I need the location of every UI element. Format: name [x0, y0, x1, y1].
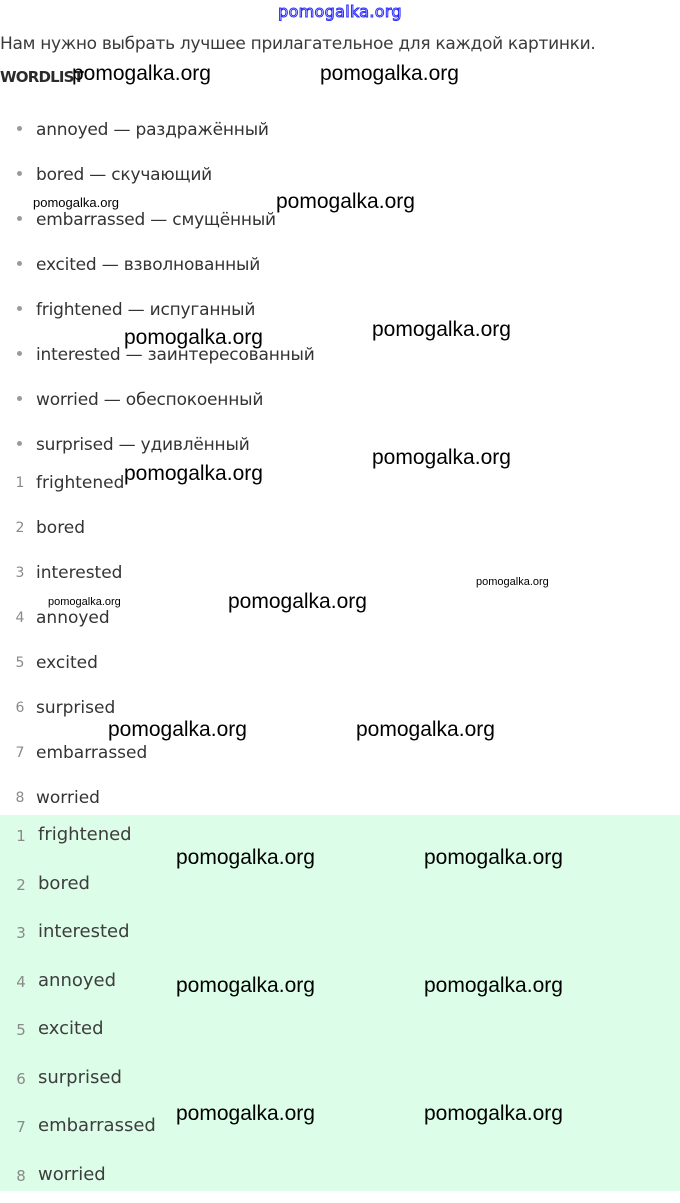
- answer-word: surprised: [36, 698, 116, 718]
- wordlist-entry: interested — заинтересованный: [36, 345, 315, 365]
- watermark: pomogalka.org: [176, 974, 315, 997]
- bullet-icon: [17, 306, 22, 311]
- item-number: 4: [16, 972, 26, 991]
- answer-word: worried: [36, 788, 100, 808]
- wordlist-entry: embarrassed — смущённый: [36, 210, 276, 230]
- item-number: 3: [16, 924, 26, 942]
- bullet-icon: [17, 171, 22, 176]
- item-number: 8: [16, 1166, 26, 1185]
- wordlist-entry: annoyed — раздражённый: [36, 120, 269, 140]
- answer-word: embarrassed: [36, 743, 148, 763]
- item-number: 6: [15, 700, 25, 716]
- item-number: 2: [15, 520, 25, 536]
- answer-word: frightened: [36, 473, 125, 493]
- answer-highlight-panel: [0, 815, 680, 1191]
- answer-word: interested: [36, 563, 123, 583]
- item-number: 4: [15, 610, 25, 626]
- answer-word: annoyed: [36, 608, 110, 628]
- answer-word: annoyed: [38, 969, 117, 991]
- watermark: pomogalka.org: [48, 596, 121, 608]
- watermark: pomogalka.org: [176, 846, 315, 869]
- item-number: 6: [16, 1069, 26, 1088]
- watermark: pomogalka.org: [424, 1102, 563, 1125]
- item-number: 5: [16, 1021, 26, 1039]
- item-number: 1: [16, 827, 26, 845]
- watermark: pomogalka.org: [276, 190, 415, 213]
- item-number: 2: [16, 875, 26, 894]
- item-number: 3: [15, 565, 25, 581]
- item-number: 8: [15, 790, 25, 806]
- answer-word: bored: [36, 518, 86, 538]
- answer-word: worried: [38, 1163, 106, 1185]
- bullet-icon: [17, 396, 22, 401]
- answer-word: interested: [38, 921, 130, 942]
- watermark: pomogalka.org: [33, 195, 119, 210]
- wordlist-entry: worried — обеспокоенный: [36, 390, 264, 410]
- wordlist-entry: frightened — испуганный: [36, 300, 256, 320]
- watermark: pomogalka.org: [124, 462, 263, 485]
- watermark: pomogalka.org: [372, 446, 511, 469]
- watermark: pomogalka.org: [356, 718, 495, 741]
- bullet-icon: [17, 126, 22, 131]
- watermark: pomogalka.org: [228, 590, 367, 613]
- bullet-icon: [17, 441, 22, 446]
- intro-text: Нам нужно выбрать лучшее прилагательное для каждой картинки.: [0, 34, 596, 54]
- bullet-icon: [17, 261, 22, 266]
- answer-word: frightened: [38, 824, 132, 845]
- item-number: 1: [15, 475, 25, 491]
- wordlist-entry: surprised — удивлённый: [36, 435, 250, 455]
- site-link[interactable]: pomogalka.org: [278, 2, 402, 21]
- watermark: pomogalka.org: [424, 974, 563, 997]
- answer-word: excited: [36, 653, 98, 673]
- watermark: pomogalka.org: [108, 718, 247, 741]
- watermark: pomogalka.org: [320, 62, 459, 85]
- answer-word: excited: [38, 1018, 104, 1039]
- watermark: pomogalka.org: [424, 846, 563, 869]
- watermark: pomogalka.org: [124, 326, 263, 349]
- wordlist-entry: bored — скучающий: [36, 165, 213, 185]
- item-number: 5: [15, 655, 25, 671]
- item-number: 7: [16, 1118, 26, 1136]
- watermark: pomogalka.org: [176, 1102, 315, 1125]
- answer-word: embarrassed: [38, 1115, 156, 1136]
- watermark: pomogalka.org: [372, 318, 511, 341]
- watermark: pomogalka.org: [476, 576, 549, 588]
- watermark: pomogalka.org: [72, 62, 211, 85]
- answer-word: surprised: [38, 1066, 122, 1088]
- answer-word: bored: [38, 872, 90, 894]
- wordlist-entry: excited — взволнованный: [36, 255, 261, 275]
- item-number: 7: [15, 745, 25, 761]
- bullet-icon: [17, 216, 22, 221]
- wordlist-heading: WORDLIST: [0, 68, 84, 86]
- bullet-icon: [17, 351, 22, 356]
